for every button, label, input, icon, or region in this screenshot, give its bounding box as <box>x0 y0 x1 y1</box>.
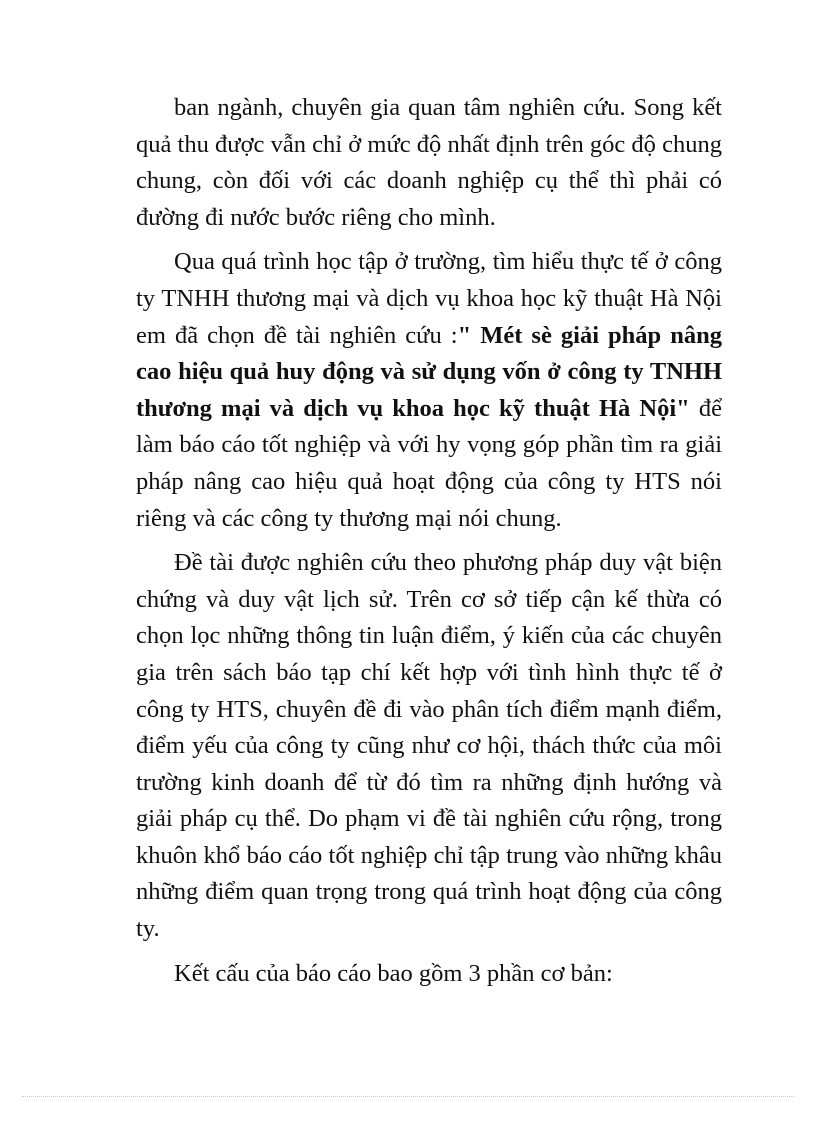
paragraph-text: Qua quá trình học tập ở trường, tìm hiểu thực tế ở công ty TNHH thương mại và dịch vụ khoa học kỹ thuật Hà Nội em đã chọn đề tài nghiên cứu : <box>136 248 722 349</box>
page-bottom-divider <box>22 1096 794 1097</box>
paragraph-methodology <box>136 545 722 948</box>
page-body <box>136 90 722 1000</box>
thesis-title: " Mét sè giải pháp nâng cao hiệu quả huy động và sử dụng vốn ở công ty TNHH thương mại và dịch vụ khoa học kỹ thuật Hà Nội" <box>136 321 722 422</box>
paragraph-text: ban ngành, chuyên gia quan tâm nghiên cứu. Song kết quả thu được vẫn chỉ ở mức độ nhất định trên góc độ chung chung, còn đối với các doanh nghiệp cụ thể thì phải có đường đi nước bước riêng cho mình. <box>136 94 722 231</box>
paragraph-context <box>136 90 722 236</box>
paragraph-text: Kết cấu của báo cáo bao gồm 3 phần cơ bản: <box>174 959 613 987</box>
paragraph-text: Đề tài được nghiên cứu theo phương pháp duy vật biện chứng và duy vật lịch sử. Trên cơ sở tiếp cận kế thừa có chọn lọc những thông tin luận điểm, ý kiến của các chuyên gia trên sách báo tạp chí kết hợp với tình hình thực tế ở công ty HTS, chuyên đề đi vào phân tích điểm mạnh điểm, điểm yếu của công ty cũng như cơ hội, thách thức của môi trường kinh doanh để từ đó tìm ra những định hướng và giải pháp cụ thể. Do phạm vi đề tài nghiên cứu rộng, trong khuôn khổ báo cáo tốt nghiệp chỉ tập trung vào những khâu những điểm quan trọng trong quá trình hoạt động của công ty. <box>136 549 722 943</box>
paragraph-topic-selection <box>136 244 722 537</box>
paragraph-structure-intro <box>136 956 722 993</box>
paragraph-text: để làm báo cáo tốt nghiệp và với hy vọng góp phần tìm ra giải pháp nâng cao hiệu quả hoạt động của công ty HTS nói riêng và các công ty thương mại nói chung. <box>136 394 723 532</box>
